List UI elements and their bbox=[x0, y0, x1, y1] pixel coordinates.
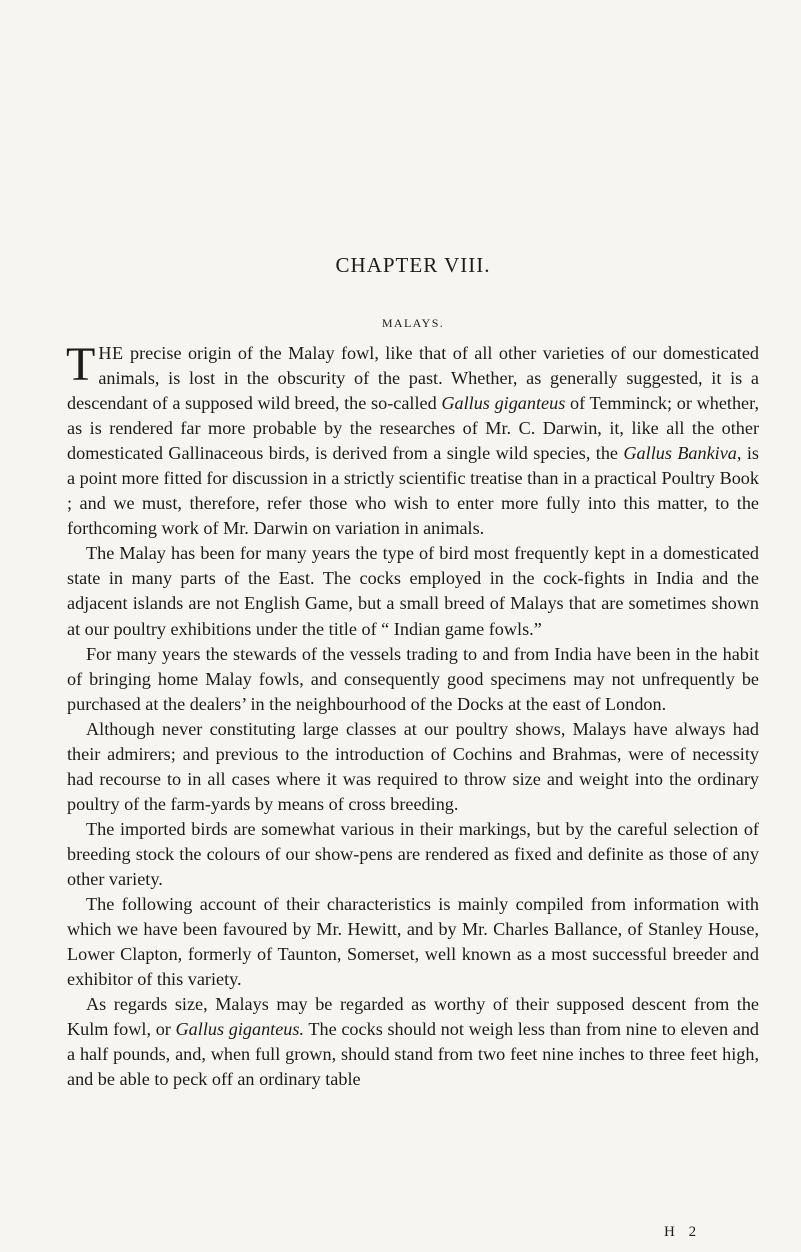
paragraph bbox=[67, 642, 759, 717]
text-run: The imported birds are somewhat various in their markings, but by the careful selection of breeding stock the colours of our show-pens are rendered as fixed and definite as those of any other variety. bbox=[67, 818, 759, 889]
book-page bbox=[67, 0, 759, 1252]
page-signature: H 2 bbox=[664, 1224, 702, 1240]
paragraph bbox=[67, 541, 759, 641]
first-word: HE bbox=[98, 343, 124, 363]
text-run: The Malay has been for many years the type of bird most frequently kept in a domesticated state in many parts of the East. The cocks employed in the cock-fights in India and the adjacent islands are not English Game, but a small breed of Malays that are sometimes shown at our poultry exhibitions under the title of “ Indian game fowls.” bbox=[67, 543, 759, 639]
paragraph bbox=[67, 992, 759, 1092]
paragraph bbox=[67, 717, 759, 817]
text-run: As regards size, Malays may be regarded as worthy of their supposed descent from the Kulm fowl, or bbox=[67, 994, 759, 1040]
text-run: is a point more fitted for discussion in a strictly scientific treatise than in a practical Poultry Book ; and we must, therefore, refer those who wish to enter more fully into this matter, to the forthcoming work of Mr. Darwin on variation in animals. bbox=[67, 443, 759, 539]
text-run: Although never constituting large classes at our poultry shows, Malays have always had their admirers; and previous to the introduction of Cochins and Brahmas, were of necessity had recourse to in all cases where it was required to throw size and weight into the ordinary poultry of the farm-yards by means of cross breeding. bbox=[67, 718, 759, 814]
body-text bbox=[66, 338, 760, 1092]
paragraph bbox=[66, 338, 759, 541]
drop-cap: T bbox=[66, 338, 96, 391]
section-title: MALAYS. bbox=[381, 316, 445, 330]
paragraph bbox=[67, 817, 759, 892]
text-run: The following account of their characteristics is mainly compiled from information with which we have been favoured by Mr. Hewitt, and by Mr. Charles Ballance, of Stanley House, Lower Clapton, formerly of Taunton, Somerset, well known as a most successful breeder and exhibitor of this variety. bbox=[67, 894, 759, 990]
italic-text: Gallus giganteus bbox=[441, 393, 566, 414]
text-run: precise origin of the Malay fowl, like that of all other varieties of our domesticated animals, is lost in the obscurity of the past. Whether, as generally suggested, it is a descendant of a supposed wild breed, the so-called bbox=[67, 343, 759, 414]
chapter-title: CHAPTER VIII. bbox=[335, 253, 491, 277]
paragraph bbox=[67, 892, 759, 992]
text-run: For many years the stewards of the vessels trading to and from India have been in the habit of bringing home Malay fowls, and consequently good specimens may not unfrequently be purchased at the dealers’ in the neighbourhood of the Docks at the east of London. bbox=[67, 643, 759, 714]
text-run: The cocks should not weigh less than from nine to eleven and a half pounds, and, when full grown, should stand from two feet nine inches to three feet high, and be able to peck off an ordinary table bbox=[67, 1019, 760, 1090]
text-run: of Temminck; or whether, as is rendered far more probable by the researches of Mr. C. Darwin, it, like all the other domesticated Gallinaceous birds, is derived from a single wild species, the bbox=[67, 393, 759, 464]
italic-text: Gallus giganteus. bbox=[175, 1019, 305, 1040]
italic-text: Gallus Bankiva, bbox=[623, 443, 742, 464]
